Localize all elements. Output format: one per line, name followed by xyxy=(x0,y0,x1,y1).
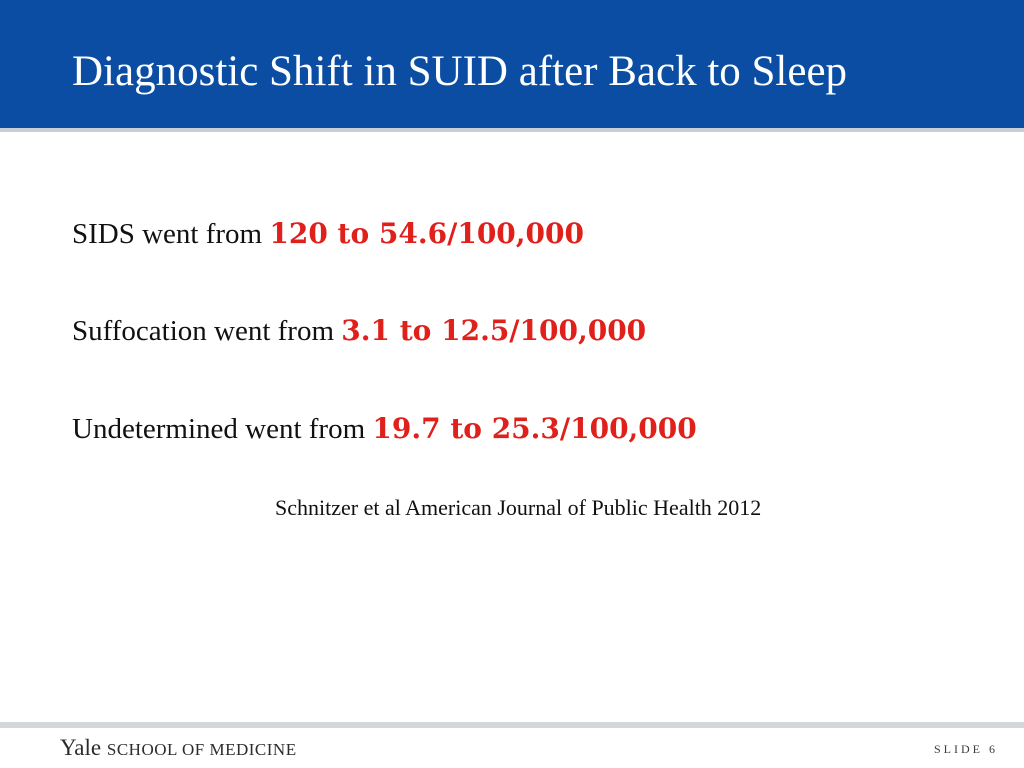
stat-line-label: SIDS went from xyxy=(72,218,270,250)
slide-title: Diagnostic Shift in SUID after Back to Sleep xyxy=(72,48,848,95)
stat-line-sids xyxy=(72,216,584,252)
stat-line-value: 19.7 to 25.3/100,000 xyxy=(372,412,697,445)
footer-divider xyxy=(0,722,1024,728)
stat-line-undetermined xyxy=(72,411,697,447)
footer-logo-yale: Yale xyxy=(60,735,102,760)
stat-line-label: Suffocation went from xyxy=(72,315,342,347)
footer-logo-school: SCHOOL OF MEDICINE xyxy=(106,740,297,759)
stat-line-value: 3.1 to 12.5/100,000 xyxy=(341,314,647,347)
citation: Schnitzer et al American Journal of Public Health 2012 xyxy=(275,495,762,520)
slide-number: SLIDE 6 xyxy=(934,742,998,756)
stat-line-suffocation xyxy=(72,313,646,349)
footer-logo xyxy=(60,734,297,764)
title-bar-shadow xyxy=(0,128,1024,132)
stat-line-value: 120 to 54.6/100,000 xyxy=(269,217,584,250)
stat-line-label: Undetermined went from xyxy=(72,413,373,445)
